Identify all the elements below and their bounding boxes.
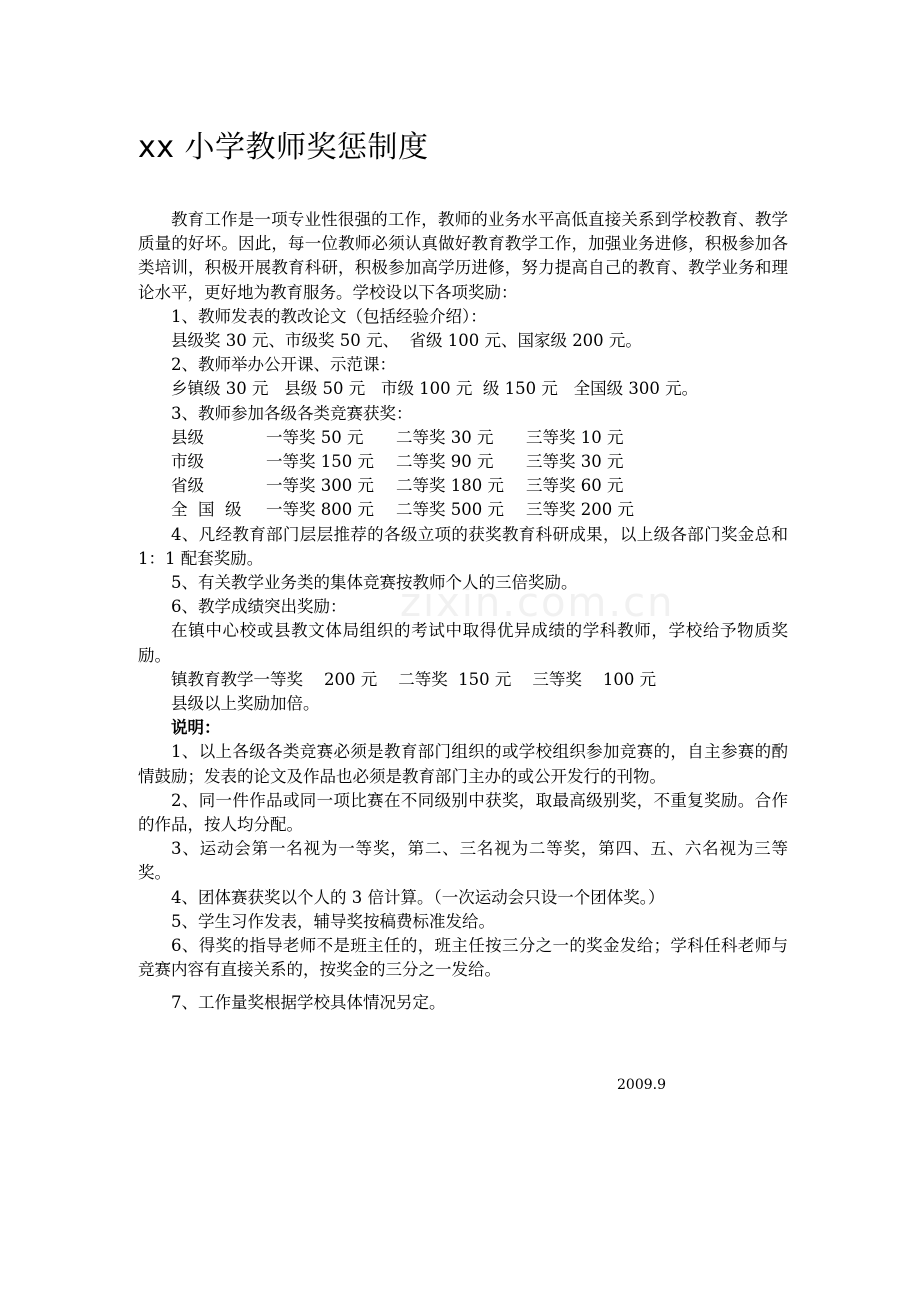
item-6-heading: 6、教学成绩突出奖励： [171,597,347,617]
award-third: 三等奖 200 元 [526,500,634,520]
award-second: 二等奖 180 元 [396,476,504,496]
note-item: 2、同一件作品或同一项比赛在不同级别中获奖，取最高级别奖，不重复奖励。合作的作品，按人均分配。 [138,790,788,835]
award-second: 二等奖 30 元 [396,427,494,447]
item-4: 4、凡经教育部门层层推荐的各级立项的获奖教育科研成果，以上级各部门奖金总和 1：1 配套奖励。 [138,524,788,568]
award-row [138,450,788,474]
document-date: 2009.9 [617,1077,666,1093]
award-row [138,474,788,498]
item-3-heading: 3、教师参加各级各类竞赛获奖： [171,403,413,423]
award-level: 县级 [171,427,204,447]
award-second: 二等奖 90 元 [396,452,494,472]
note-item: 1、以上各级各类竞赛必须是教育部门组织的或学校组织参加竞赛的，自主参赛的酌情鼓励；发表的论文及作品也必须是教育部门主办的或公开发行的刊物。 [138,742,788,786]
award-table [138,426,788,523]
award-row [138,498,788,522]
award-row [138,426,788,450]
award-level: 市级 [171,452,204,472]
item-2-heading: 2、教师举办公开课、示范课： [171,355,396,375]
award-level: 全 国 级 [171,500,242,520]
spacer [138,983,788,991]
award-level: 省级 [171,476,204,496]
award-first: 一等奖 300 元 [266,476,374,496]
item-5: 5、有关教学业务类的集体竞赛按教师个人的三倍奖励。 [171,573,578,593]
watermark: zixin.com.cn [400,580,675,626]
document-body [138,208,788,1015]
document-title: xx 小学教师奖惩制度 [138,130,429,165]
note-item: 5、学生习作发表，辅导奖按稿费标准发给。 [171,911,495,931]
item-1-heading: 1、教师发表的教改论文（包括经验介绍）： [171,306,487,326]
award-first: 一等奖 800 元 [266,500,374,520]
item-1-detail: 县级奖 30 元、市级奖 50 元、 省级 100 元、国家级 200 元。 [171,331,642,351]
award-second: 二等奖 500 元 [396,500,504,520]
award-third: 三等奖 30 元 [526,452,624,472]
award-third: 三等奖 10 元 [526,427,624,447]
note-item: 3、运动会第一名视为一等奖，第二、三名视为二等奖，第四、五、六名视为三等奖。 [138,839,788,883]
item-6-note: 县级以上奖励加倍。 [171,694,320,714]
note-item: 4、团体赛获奖以个人的 3 倍计算。（一次运动会只设一个团体奖。） [171,887,665,907]
item-6-awards: 镇教育教学一等奖 200 元 二等奖 150 元 三等奖 100 元 [171,669,657,689]
note-item: 7、工作量奖根据学校具体情况另定。 [171,992,446,1012]
item-6-paragraph: 在镇中心校或县教文体局组织的考试中取得优异成绩的学科教师，学校给予物质奖励。 [138,621,788,665]
notes-label: 说明： [171,718,221,738]
award-first: 一等奖 150 元 [266,452,374,472]
note-item: 6、得奖的指导老师不是班主任的，班主任按三分之一的奖金发给；学科任科老师与竞赛内容有直接关系的，按奖金的三分之一发给。 [138,936,788,980]
award-third: 三等奖 60 元 [526,476,624,496]
award-first: 一等奖 50 元 [266,427,364,447]
item-2-detail: 乡镇级 30 元 县级 50 元 市级 100 元 级 150 元 全国级 300 元。 [171,379,699,399]
intro-paragraph: 教育工作是一项专业性很强的工作，教师的业务水平高低直接关系到学校教育、教学质量的好坏。因此，每一位教师必须认真做好教育教学工作，加强业务进修，积极参加各类培训，积极开展教育科研，积极参加高学历进修，努力提高自己的教育、教学业务和理论水平，更好地为教育服务。学校设以下各项奖励： [138,210,788,302]
